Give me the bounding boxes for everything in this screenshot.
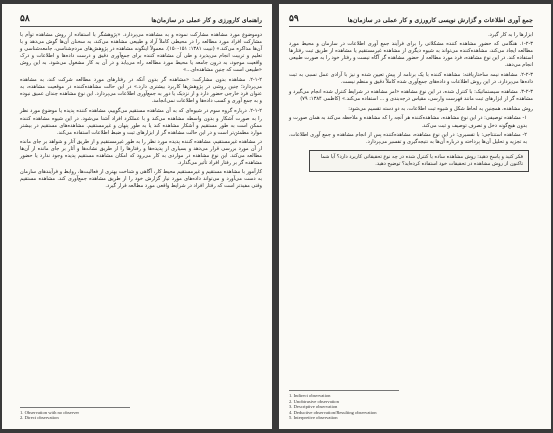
page-number: ۵۹	[289, 14, 299, 24]
footnote: 5. Interpretive observation	[289, 415, 338, 421]
body-paragraph: ۱-۲-۳. هنگامی که حضور مشاهده کننده مشکلاتی را برای فرآیند جمع آوری اطلاعات در سازمان و محیط مورد مطالعه ایجاد می‌کند، مشاهده‌کننده می‌تواند به شیوه دیگری از مشاهده غیرمستقیم یا مشاهده از طریق ثبت رفتارها استفاده کند. در این نوع مشاهده، فرد مورد مطالعه از حضور مشاهده گر آگاه نیست و رفتار خود را به صورت طبیعی انجام می‌دهد.	[289, 41, 533, 69]
page-header	[289, 14, 533, 27]
footnote: 2. Unobtrusive observation	[289, 398, 339, 404]
running-title: جمع آوری اطلاعات و گزارش نویسی کارورزی و کار عملی در سازمان‌ها	[347, 17, 533, 24]
body-paragraph: دوموضوع مورد مشاهده مشارکت نموده و به مشاهده می‌پردازد. «پژوهشگر با استفاده از روش مشاهده توأم با مشارکت افراد مورد مطالعه را در محیطی کاملاً آزاد و طبیعی مشاهده می‌کند، به سخنان آن‌ها گوش می‌دهد و با آن‌ها مذاکره می‌کند.» (نبیت ۱۳۸۱: ۱۵۱-۱۵۰). معمولاً اینگونه مشاهده در پژوهش‌های مردم‌شناسی، جامعه‌شناسی و تعلیم و تربیت انجام می‌پذیرد و طی آن مشاهده کننده برای جمع‌آوری دقیق و درست داده‌ها و اطلاعات و درک واقعیت موجود، به درون جامعه یا محیط مورد مطالعه راه می‌یابد و در آن به کار مشغول می‌شود. به این روش «طبیعی است که چنین مشاهده‌ای...»	[20, 32, 262, 74]
running-title: راهنمای کارورزی و کار عملی در سازمان‌ها	[151, 17, 262, 24]
body-paragraph: ۲-۱-۲. مشاهده بدون مشارکت: «مشاهده گر بدون آنکه در رفتارهای مورد مطالعه شرکت کند، به مشاهده می‌پردازد؛ چنین روشی در پژوهش‌ها کاربرد بیشتری دارد.» در این حالت مشاهده‌کننده در موقعیت مشاهده، به عنوان فرد خارجی حضور دارد و از نزدیک یا دور به جمع‌آوری اطلاعات می‌پردازد. این نوع مشاهده چندان عمیق نبوده و به جمع آوری و کسب داده‌ها و اطلاعات نمی‌انجامد.	[20, 77, 262, 105]
footnote: 1. Observation with no observer	[20, 409, 80, 415]
footnote: 4. Deductive observation/Resulting observation	[289, 409, 377, 415]
body-paragraph: کارآموز با مشاهده مستقیم و غیرمستقیم محیط کار، آگاهی و شناخت بهتری از فعالیت‌ها، روابط و فرآیندهای سازمان به دست می‌آورد و می‌تواند داده‌های مورد نیاز گزارش خود را از طریق مشاهده جمع‌آوری کند. مشاهده مستقیم وقتی مفیدتر است که رفتار افراد در شرایط واقعی مورد مطالعه قرار گیرد.	[20, 168, 262, 189]
footnote: 3. Descriptive observation	[289, 404, 338, 410]
right-page	[279, 4, 551, 429]
left-page	[2, 4, 272, 429]
body-paragraph: در مشاهده غیرمستقیم، مشاهده کننده پدیده مورد نظر را به طور غیرمستقیم و از طریق آثار و شواهد بر جای مانده از آن مورد بررسی قرار می‌دهد و بسیاری از پدیده‌ها و رفتارها را از طریق نشانه‌ها و آثار بر جای مانده از آن‌ها مطالعه می‌کند. این نوع مشاهده در مواردی به کار می‌رود که امکان مشاهده مستقیم پدیده وجود ندارد یا حضور مشاهده گر بر رفتار افراد تأثیر می‌گذارد.	[20, 138, 262, 166]
footnotes	[289, 390, 399, 421]
footnotes	[20, 407, 130, 421]
body-paragraph: ۲-۱-۲. درباره گروه سوم در شیوه‌ای که به آن مشاهده مستقیم می‌گوییم، مشاهده کننده پدیده یا موضوع مورد نظر را به صورت آشکار و بدون واسطه مشاهده می‌کند و با عملکرد افراد آشنا می‌شود. در این شیوه مشاهده کننده ممکن است به طور مستقیم و آشکار مشاهده کند یا به طور پنهان و غیرمستقیم. مشاهده‌های مستقیم در بیشتر موارد مطمئن‌تر است و در این حالت مشاهده گر از ابزارهای ثبت و ضبط اطلاعات استفاده می‌کند.	[20, 108, 262, 136]
body-paragraph: ابزارها را به کار گیرد.	[488, 32, 533, 38]
exercise-box: فکر کنید و پاسخ دهید: روش مشاهده ساده یا کنترل شده در چه نوع تحقیقاتی کاربرد دارد؟ آیا شما تاکنون از روش مشاهده در تحقیقات خود استفاده کرده‌اید؟ توضیح دهید.	[309, 150, 529, 172]
body-paragraph: ۲- مشاهده استنتاجی: با تفسیری: در این نوع مشاهده، مشاهده‌کننده پس از انجام مشاهده و جمع آوری اطلاعات، به تجزیه و تحلیل آن‌ها پرداخته و درباره آن‌ها به نتیجه‌گیری و تفسیر می‌پردازد.	[289, 131, 527, 145]
body-paragraph: روش مشاهده، همچنین به لحاظ شکل و شیوه ثبت اطلاعات، به دو دسته تقسیم می‌شود:	[348, 106, 533, 113]
footnote: 1. Indirect observation	[289, 393, 331, 399]
page-header	[20, 14, 262, 27]
footnote: 2. Direct observation	[20, 415, 59, 421]
body-paragraph: ۲-۲-۳. مشاهده نیمه ساختاریافته: مشاهده کننده با یک برنامه از پیش تعیین شده و نیز با آزادی عمل نسبی به ثبت داده‌ها می‌پردازد. در این روش اطلاعات و داده‌های جمع‌آوری شده کاملاً دقیق و منظم نیست.	[289, 72, 533, 86]
body-paragraph: ۳-۲-۳. مشاهده سیستماتیک: با کنترل شده، در این نوع مشاهده «امر مشاهده در شرایط کنترل شده انجام می‌گیرد و مشاهده گر از ابزارهای ثبت مانند فهرست وارسی، مقیاس درجه‌بندی و ... استفاده می‌کند.» (کاظمی ۱۳۸۴: ۷۹)	[289, 89, 533, 103]
body-paragraph: ۱- مشاهده توصیفی: در این نوع مشاهده، مشاهده‌کننده هر آنچه را که مشاهده و ملاحظه می‌کند به همان صورت و بدون هیچ‌گونه دخل و تصرف توصیف و ثبت می‌کند.	[289, 115, 527, 129]
page-number: ۵۸	[20, 14, 30, 24]
